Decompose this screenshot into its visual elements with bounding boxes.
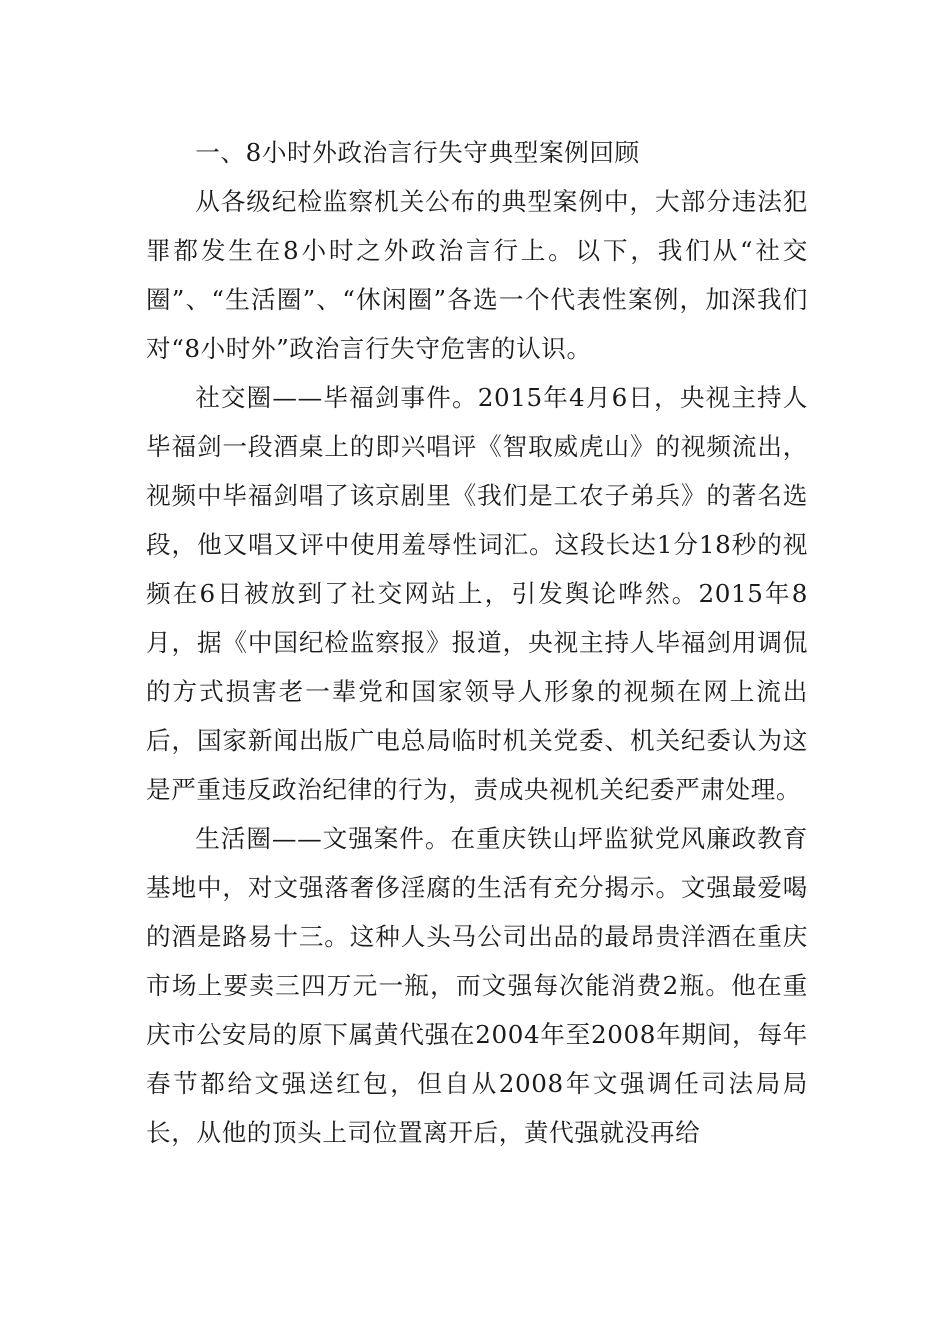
paragraph-life-circle-case: 生活圈——文强案件。在重庆铁山坪监狱党风廉政教育基地中，对文强落奢侈淫腐的生活有充分揭示。文强最爱喝的酒是路易十三。这种人头马公司出品的最昂贵洋酒在重庆市场上要卖三四万元一瓶，而文强每次能消费2瓶。他在重庆市公安局的原下属黄代强在2004年至2008年期间，每年春节都给文强送红包，但自从2008年文强调任司法局局长，从他的顶头上司位置离开后，黄代强就没再给 <box>146 824 808 1147</box>
paragraph-intro: 从各级纪检监察机关公布的典型案例中，大部分违法犯罪都发生在8小时之外政治言行上。以下，我们从“社交圈”、“生活圈”、“休闲圈”各选一个代表性案例，加深我们对“8小时外”政治言行失守危害的认识。 <box>146 187 808 363</box>
section-heading: 一、8小时外政治言行失守典型案例回顾 <box>195 138 640 167</box>
paragraph-social-circle-case: 社交圈——毕福剑事件。2015年4月6日，央视主持人毕福剑一段酒桌上的即兴唱评《智取威虎山》的视频流出，视频中毕福剑唱了该京剧里《我们是工农子弟兵》的著名选段，他又唱又评中使用羞辱性词汇。这段长达1分18秒的视频在6日被放到了社交网站上，引发舆论哗然。2015年8月，据《中国纪检监察报》报道，央视主持人毕福剑用调侃的方式损害老一辈党和国家领导人形象的视频在网上流出后，国家新闻出版广电总局临时机关党委、机关纪委认为这是严重违反政治纪律的行为，责成央视机关纪委严肃处理。 <box>146 383 808 804</box>
document-body <box>146 128 808 1157</box>
